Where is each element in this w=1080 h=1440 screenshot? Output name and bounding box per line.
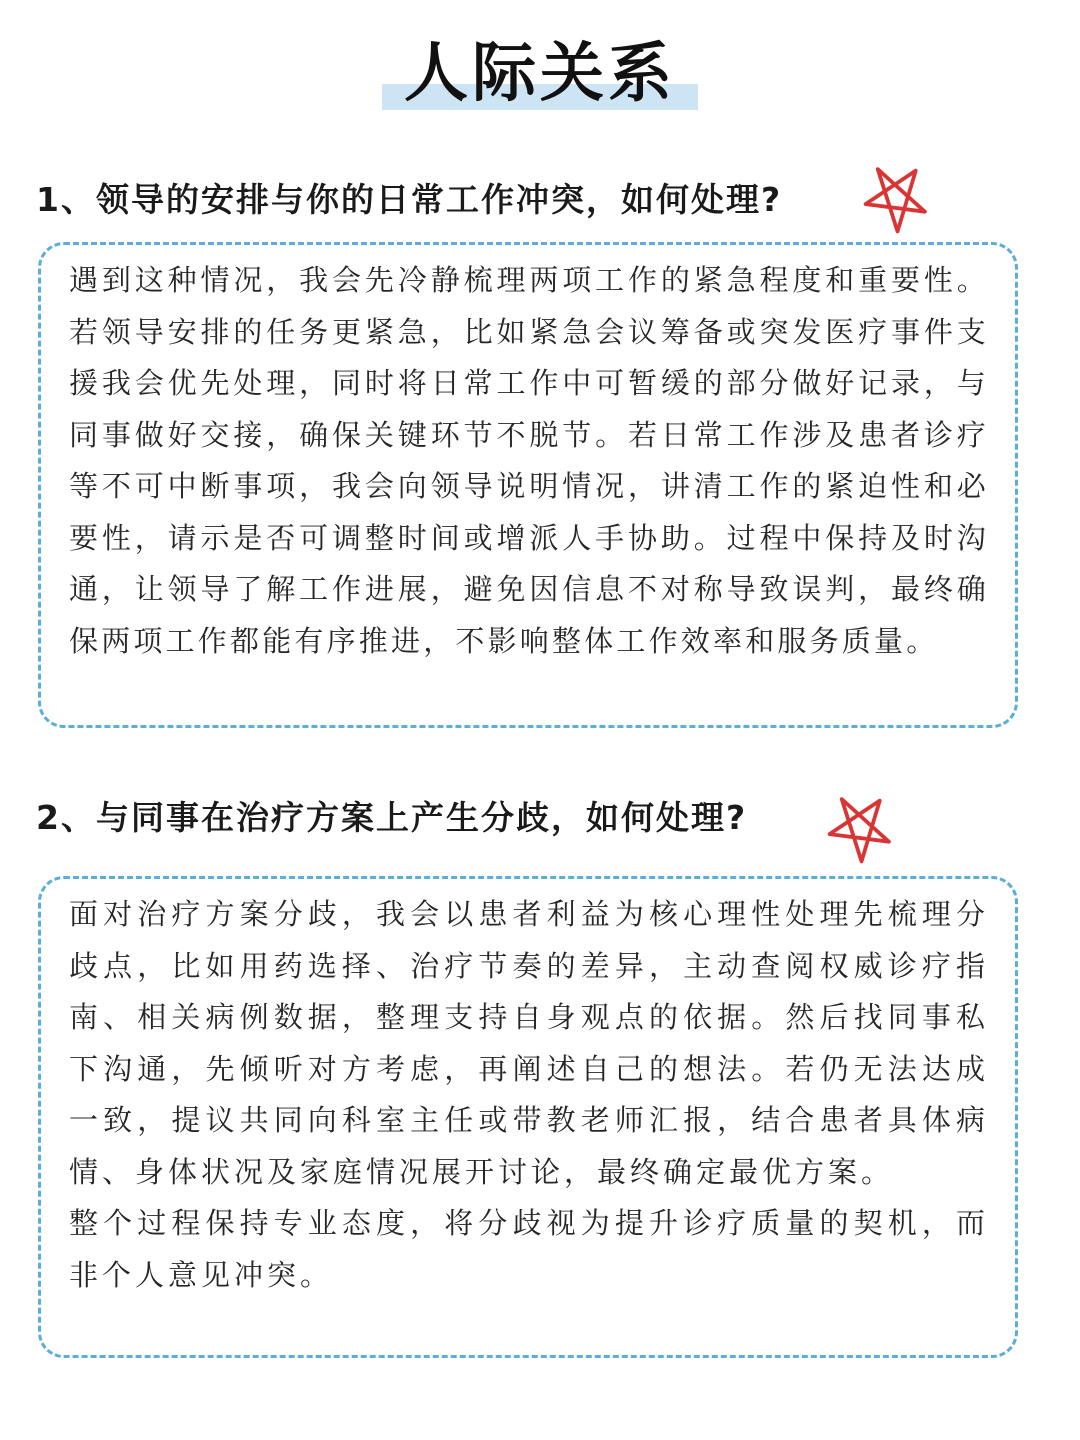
question-2: 2、与同事在治疗方案上产生分歧，如何处理? [36,798,748,837]
answer-1-paragraph-1: 遇到这种情况，我会先冷静梳理两项工作的紧急程度和重要性。若领导安排的任务更紧急，比如紧急会议筹备或突发医疗事件支援我会优先处理，同时将日常工作中可暂缓的部分做好记录，与同事做好交接，确保关键环节不脱节。若日常工作涉及患者诊疗等不可中断事项，我会向领导说明情况，讲清工作的紧迫性和必要性，请示是否可调整时间或增派人手协助。过程中保持及时沟通，让领导了解工作进展，避免因信息不对称导致误判，最终确保两项工作都能有序推进，不影响整体工作效率和服务质量。 [69,263,989,658]
answer-box-1 [38,242,1018,728]
title-area [0,36,1080,112]
title-box [382,36,698,112]
page-title: 人际关系 [404,37,676,111]
answer-2-paragraph-1: 面对治疗方案分歧，我会以患者利益为核心理性处理先梳理分歧点，比如用药选择、治疗节奏的差异，主动查阅权威诊疗指南、相关病例数据，整理支持自身观点的依据。然后找同事私下沟通，先倾听对方考虑，再阐述自己的想法。若仍无法达成一致，提议共同向科室主任或带教老师汇报，结合患者具体病情、身体状况及家庭情况展开讨论，最终确定最优方案。 [69,897,989,1189]
question-1: 1、领导的安排与你的日常工作冲突，如何处理? [36,180,783,219]
red-star-icon [822,790,898,866]
answer-2-paragraph-2: 整个过程保持专业态度，将分歧视为提升诊疗质量的契机，而非个人意见冲突。 [69,1206,989,1292]
red-star-icon [858,160,934,236]
answer-box-2 [38,876,1018,1358]
